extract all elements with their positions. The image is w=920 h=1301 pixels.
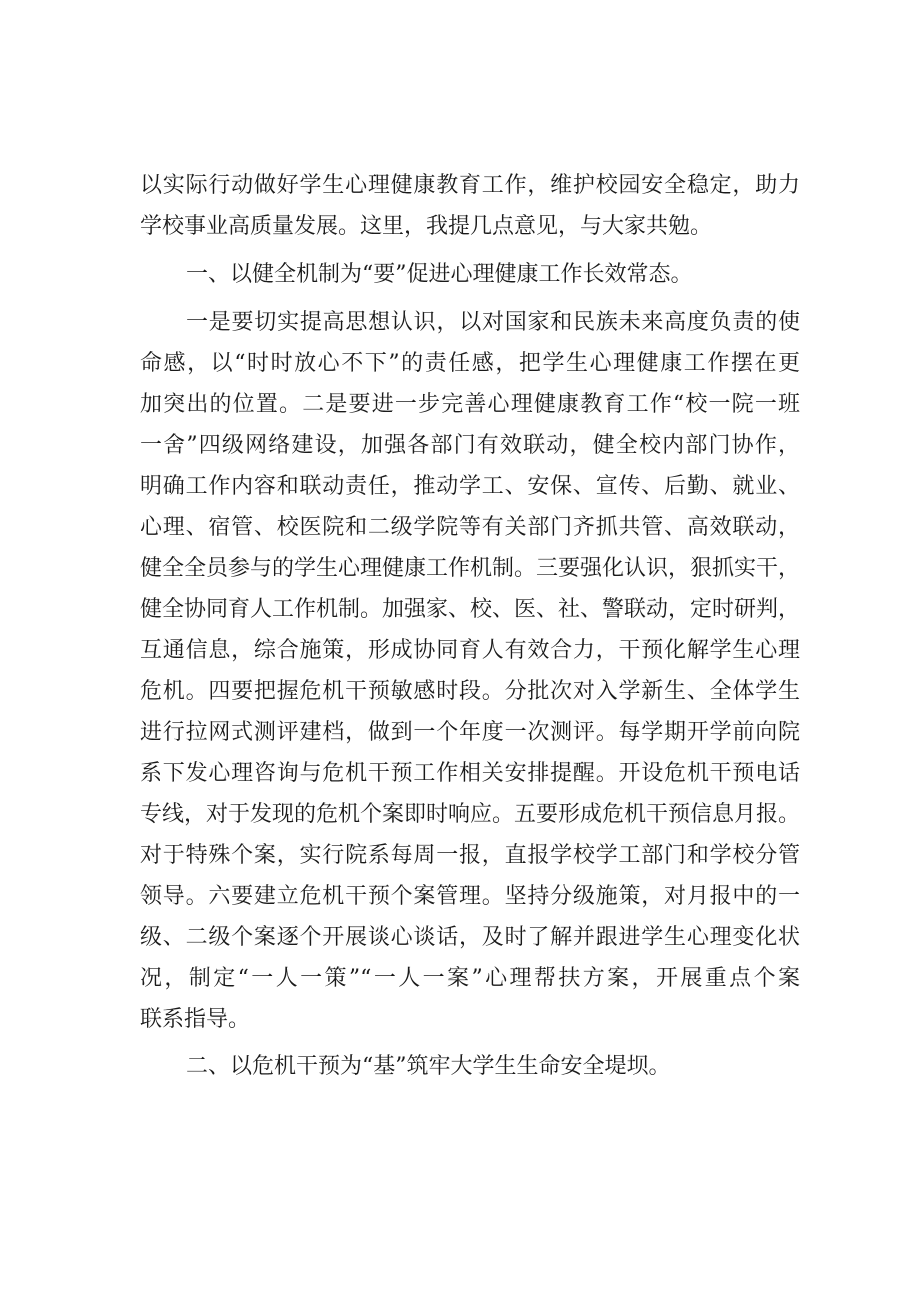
section-1-line-3: 加突出的位置。二是要进一步完善心理健康教育工作“校一院一班 [140,392,800,417]
section-1-line-13: 专线，对于发现的危机个案即时响应。五要形成危机干预信息月报。 [140,802,801,827]
section-1-line-11: 进行拉网式测评建档，做到一个年度一次测评。每学期开学前向院 [140,720,800,745]
section-1-line-7: 健全全员参与的学生心理健康工作机制。三要强化认识，狠抓实干， [140,556,801,581]
section-1-line-17: 况，制定“一人一策”“一人一案”心理帮扶方案，开展重点个案 [140,966,800,991]
section-1-line-10: 危机。四要把握危机干预敏感时段。分批次对入学新生、全体学生 [140,679,800,704]
section-1-line-18: 联系指导。 [140,1007,251,1032]
intro-line-1: 以实际行动做好学生心理健康教育工作，维护校园安全稳定，助力 [140,173,800,198]
section-1-line-15: 领导。六要建立危机干预个案管理。坚持分级施策，对月报中的一 [140,884,800,909]
section-1-line-12: 系下发心理咨询与危机干预工作相关安排提醒。开设危机干预电话 [140,761,800,786]
section-2-heading: 二、以危机干预为“基”筑牢大学生生命安全堤坝。 [186,1054,671,1079]
section-1-line-14: 对于特殊个案，实行院系每周一报，直报学校学工部门和学校分管 [140,843,800,868]
section-1-line-1: 一是要切实提高思想认识，以对国家和民族未来高度负责的使 [186,310,800,335]
section-1-line-6: 心理、宿管、校医院和二级学院等有关部门齐抓共管、高效联动， [140,515,800,540]
section-1-line-4: 一舍”四级网络建设，加强各部门有效联动，健全校内部门协作， [140,433,800,458]
section-1-heading: 一、以健全机制为“要”促进心理健康工作长效常态。 [186,262,693,287]
section-1-line-2: 命感，以“时时放心不下”的责任感，把学生心理健康工作摆在更 [140,351,800,376]
section-1-line-8: 健全协同育人工作机制。加强家、校、医、社、警联动，定时研判， [140,597,801,622]
section-1-line-16: 级、二级个案逐个开展谈心谈话，及时了解并跟进学生心理变化状 [140,925,800,950]
intro-line-2: 学校事业高质量发展。这里，我提几点意见，与大家共勉。 [140,214,713,239]
section-1-line-9: 互通信息，综合施策，形成协同育人有效合力，干预化解学生心理 [140,638,800,663]
section-1-line-5: 明确工作内容和联动责任，推动学工、安保、宣传、后勤、就业、 [140,474,800,499]
